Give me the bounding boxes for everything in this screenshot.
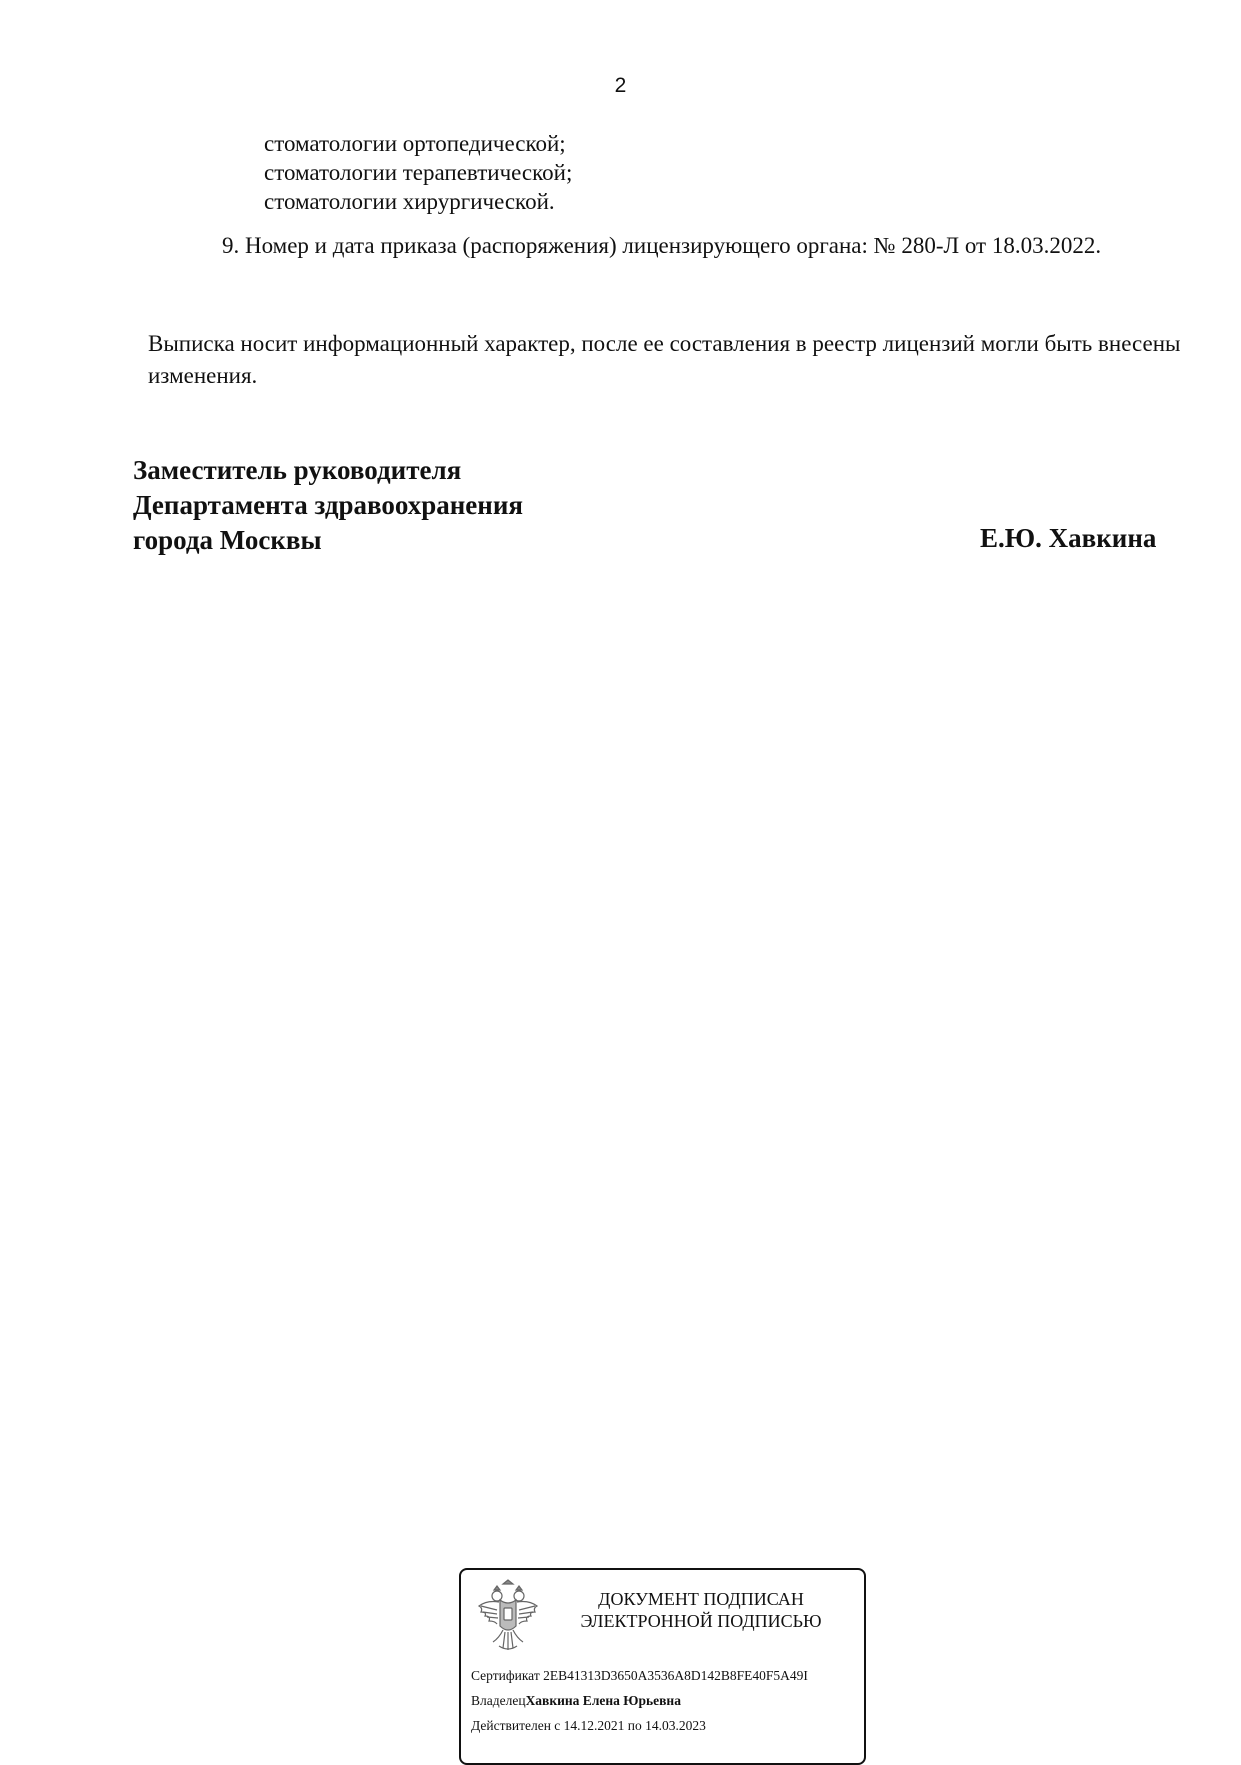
stamp-owner: [471, 1693, 681, 1709]
signatory-position-line: города Москвы: [133, 525, 322, 555]
stamp-title-line: ДОКУМЕНТ ПОДПИСАН: [598, 1589, 804, 1609]
license-order-item: 9. Номер и дата приказа (распоряжения) лицензирующего органа: № 280-Л от 18.03.2022.: [222, 233, 1102, 258]
double-headed-eagle-emblem-icon: [475, 1576, 541, 1656]
signatory-position-line: Заместитель руководителя: [133, 455, 462, 485]
stamp-title-line: ЭЛЕКТРОННОЙ ПОДПИСЬЮ: [580, 1611, 822, 1631]
signatory-position-line: Департамента здравоохранения: [133, 490, 524, 520]
signatory-name: Е.Ю. Хавкина: [980, 523, 1157, 553]
list-item: стоматологии терапевтической;: [264, 160, 573, 185]
signatory-position: [133, 453, 523, 558]
owner-label: Владелец: [471, 1693, 526, 1708]
owner-value: Хавкина Елена Юрьевна: [525, 1693, 681, 1708]
certificate-value: 2EB41313D3650A3536A8D142B8FE40F5A49I: [543, 1668, 808, 1683]
certificate-label: Сертификат: [471, 1668, 540, 1683]
list-item: стоматологии хирургической.: [264, 189, 555, 214]
electronic-signature-stamp: [459, 1568, 866, 1765]
page-number: 2: [614, 74, 627, 97]
stamp-validity: Действителен с 14.12.2021 по 14.03.2023: [471, 1718, 706, 1733]
stamp-certificate: [471, 1668, 808, 1684]
disclaimer-note: Выписка носит информационный характер, после ее составления в реестр лицензий могли быть внесены изменения.: [148, 331, 1181, 388]
list-item: стоматологии ортопедической;: [264, 131, 566, 156]
